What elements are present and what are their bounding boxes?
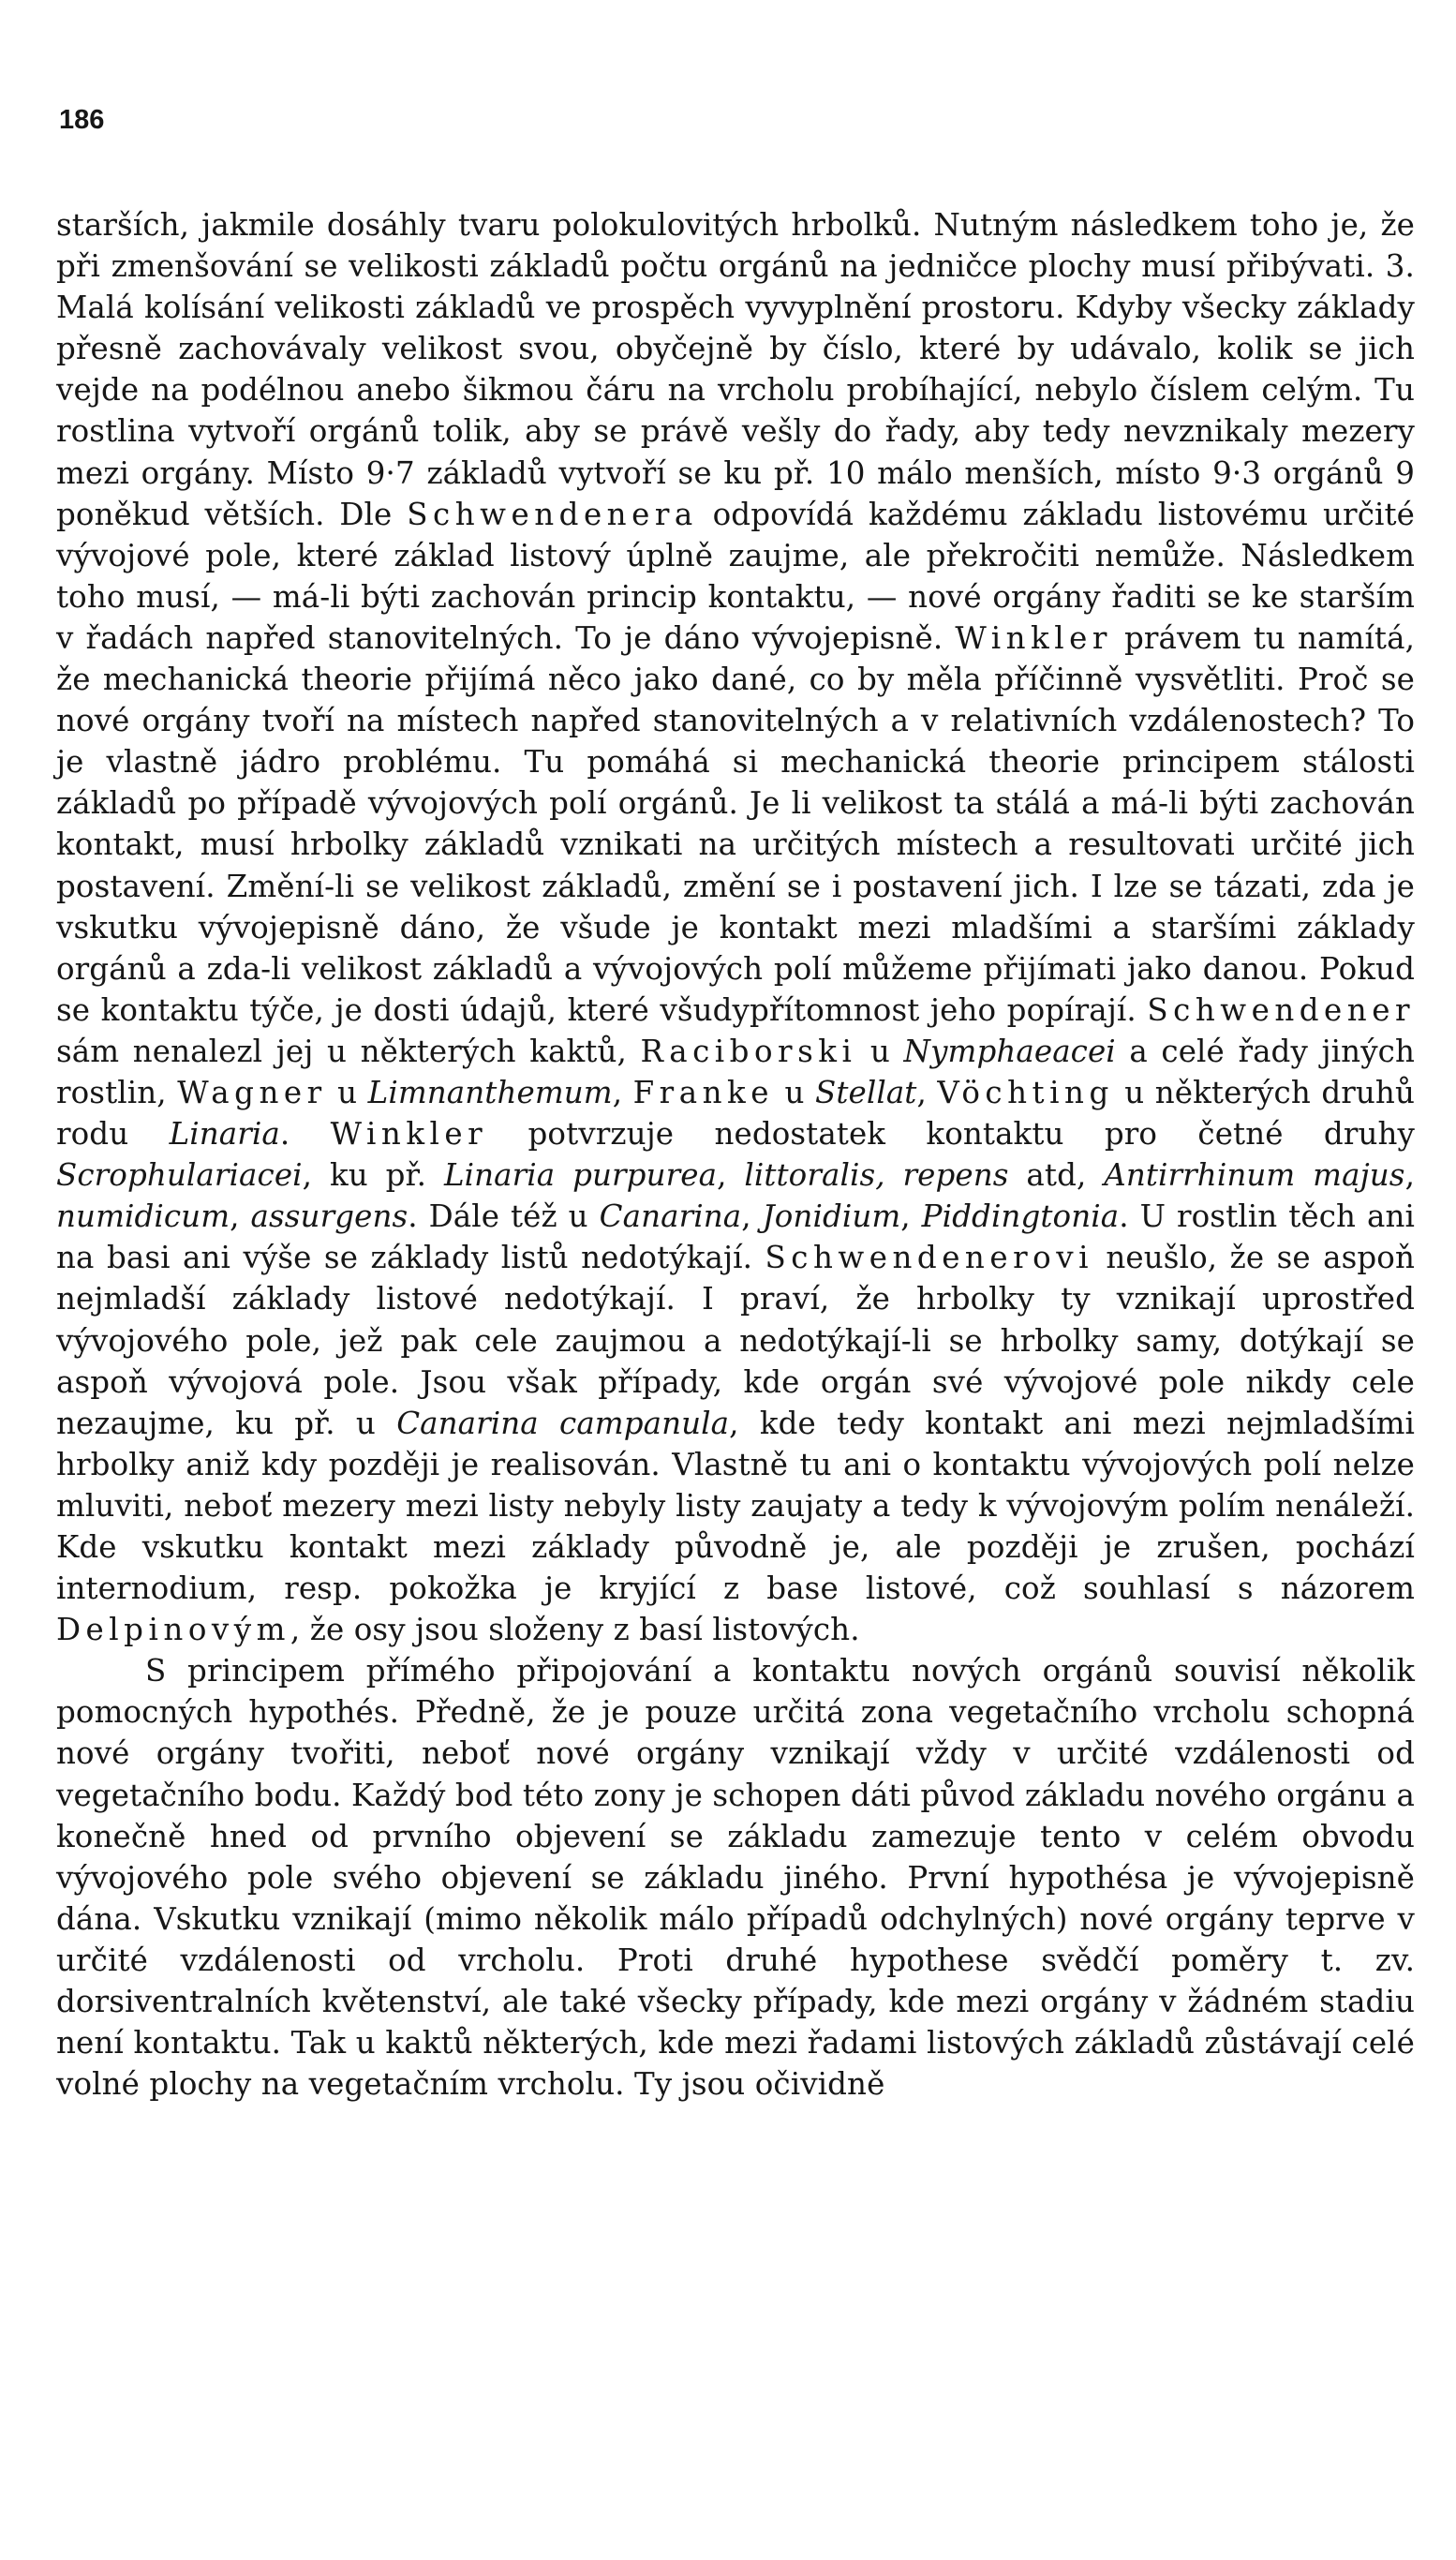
taxon-name: Antirrhinum majus [1104,1157,1405,1194]
author-name: Wagner [177,1074,327,1110]
author-name: Raciborski [640,1033,857,1069]
text-run: , [916,1074,938,1110]
taxon-name: Stellat [814,1074,917,1110]
taxon-name: numidicum [56,1198,230,1235]
text-run: starších, jakmile dosáhly tvaru polokulovitých hrbolků. Nutným následkem toho je, že při zmenšování se velikosti základů počtu orgánů na jedničce plochy musí přibývati. 3. Malá kolísání velikosti základů ve prospěch vyvyplnění prostoru. Kdyby všecky základy přesně zachovávaly velikost svou, obyčejně by číslo, které by udávalo, kolik se jich vejde na podélnou anebo šikmou čáru na vrcholu probíhající, nebylo číslem celým. Tu rostlina vytvoří orgánů tolik, aby se právě vešly do řady, aby tedy nevznikaly mezery mezi orgány. Místo 9·7 základů vytvoří se ku př. 10 málo menších, místo 9·3 orgánů 9 poněkud větších. Dle [56,207,1415,532]
text-run: sám nenalezl jej u některých kaktů, [56,1033,641,1069]
author-name: Schwendenera [407,496,698,532]
text-run: právem tu namítá, že mechanická theorie přijímá něco jako dané, co by měla příčinně vysvětliti. Proč se nové orgány tvoří na místech napřed stanovitelných a v relativních vzdálenostech? To je vlastně jádro problému. Tu pomáhá si mechanická theorie principem stálosti základů po případě vývojových polí orgánů. Je li velikost ta stálá a má-li býti zachován kontakt, musí hrbolky základů vznikati na určitých místech a resultovati určité jich postavení. Změní-li se velikost základů, změní se i postavení jich. I lze se tázati, zda je vskutku vývojepisně dáno, že všude je kontakt mezi mladšími a staršími základy orgánů a zda-li velikost základů a vývojových polí můžeme přijímati jako danou. Pokud se kontaktu týče, je dosti údajů, které všudypřítomnost jeho popírají. [56,619,1416,1028]
taxon-name: Linaria purpurea [443,1157,718,1194]
text-run: , [230,1198,251,1235]
paragraph-1 [56,204,1415,1650]
text-run: , [717,1157,745,1194]
taxon-name: Nymphaeacei [903,1033,1116,1069]
text-run: u některých druhů rodu [56,1074,1415,1153]
taxon-name: Piddingtonia [921,1198,1120,1235]
author-name: Schwendener [1147,991,1415,1028]
page-number: 186 [59,105,105,135]
taxon-name: Jonidium [762,1198,901,1235]
text-run: odpovídá každému základu listovému určité vývojové pole, které základ listový úplně zaujme, ale překročiti nemůže. Následkem toho musí, — má-li býti zachován princip kontaktu, — nové orgány řaditi se ke starším v řadách napřed stanovitelných. To je dáno vývojepisně. [56,496,1415,656]
text-run: a celé řady jiných rostlin, [56,1033,1415,1110]
author-name: Franke [632,1074,774,1110]
text-run: , [741,1198,763,1235]
author-name: Delpinovým [56,1612,290,1648]
text-run: u [856,1033,904,1069]
author-name: Winkler [330,1116,488,1153]
author-name: Vöchting [937,1074,1114,1110]
text-run: u [773,1074,815,1110]
text-run: neušlo, že se aspoň nejmladší základy listové nedotýkají. I praví, že hrbolky ty vznikají uprostřed vývojového pole, jež pak cele zaujmou a nedotýkají-li se hrbolky samy, dotýkají se aspoň vývojová pole. Jsou však případy, kde orgán své vývojové pole nikdy cele nezaujme, ku př. u [56,1240,1415,1441]
taxon-name: Canarina campanula [396,1405,730,1441]
text-run: , ku př. [302,1157,444,1194]
text-run: , [1404,1157,1416,1194]
text-run: potvrzuje nedostatek kontaktu pro četné druhy [487,1116,1415,1153]
text-run: , kde tedy kontakt ani mezi nejmladšími hrbolky aniž kdy později je realisován. Vlastně tu ani o kontaktu vývojových polí nelze mluviti, neboť mezery mezi listy nebyly listy zaujaty a tedy k vývojovým polím nenáleží. Kde vskutku kontakt mezi základy původně je, ale později je zrušen, pochází internodium, resp. pokožka je kryjící z base listové, což souhlasí s názorem [56,1405,1415,1607]
paragraph-2: S principem přímého připojování a kontaktu nových orgánů souvisí několik pomocných hypothés. Předně, že je pouze určitá zona vegetačního vrcholu schopná nové orgány tvořiti, neboť nové orgány vznikají vždy v určité vzdálenosti od vegetačního bodu. Každý bod této zony je schopen dáti původ základu nového orgánu a konečně hned od prvního objevení se základu zamezuje tento v celém obvodu vývojového pole svého objevení se základu jiného. První hypothésa je vývojepisně dána. Vskutku vznikají (mimo několik málo případů odchylných) nové orgány teprve v určité vzdálenosti od vrcholu. Proti druhé hypothese svědčí poměry t. zv. dorsiventralních květenství, ale také všecky případy, kde mezi orgány v žádném stadiu není kontaktu. Tak u kaktů některých, kde mezi řadami listových základů zůstávají celé volné plochy na vegetačním vrcholu. Ty jsou očividně [56,1653,1415,2103]
taxon-name: Limnanthemum [367,1074,613,1110]
text-run: . Dále též u [408,1198,600,1235]
author-name: Winkler [955,619,1112,656]
text-run: , že osy jsou složeny z basí listových. [290,1612,860,1648]
text-run: u [326,1074,368,1110]
text-run: . U rostlin těch ani na basi ani výše se základy listů nedotýkají. [56,1198,1415,1276]
taxon-name: littoralis, repens [744,1157,1009,1194]
text-body [56,204,1415,2105]
text-run: atd, [1008,1157,1105,1194]
text-run: , [900,1198,922,1235]
author-name: Schwendenerovi [765,1240,1093,1276]
text-run: , [612,1074,633,1110]
taxon-name: Scrophulariacei [56,1157,303,1194]
taxon-name: Canarina [599,1198,742,1235]
taxon-name: assurgens [250,1198,409,1235]
taxon-name: Linaria [169,1116,280,1153]
text-run: . [279,1116,331,1153]
